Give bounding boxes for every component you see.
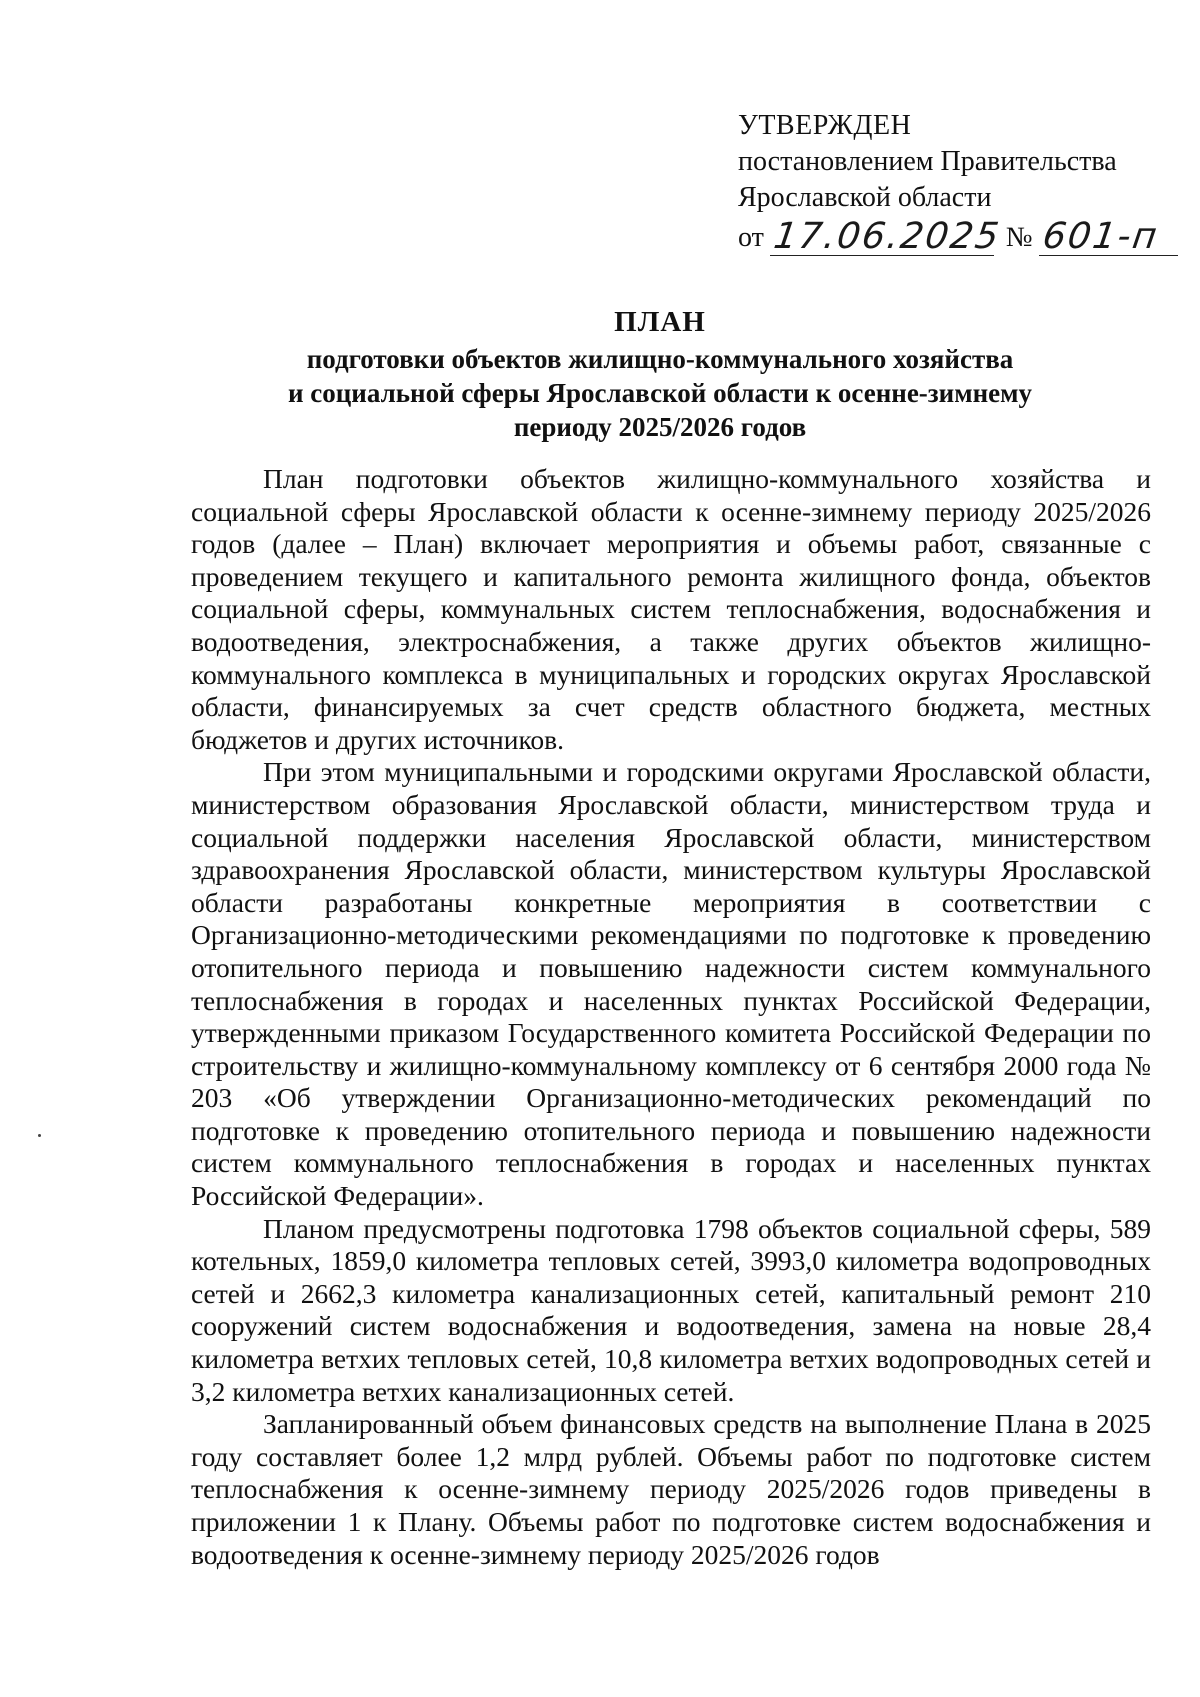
number-field bbox=[1039, 216, 1178, 257]
scan-speck bbox=[38, 1134, 41, 1137]
paragraph-3: Планом предусмотрены подготовка 1798 объектов социальной сферы, 589 котельных, 1859,0 километра тепловых сетей, 3993,0 километра водопроводных сетей и 2662,3 километра канализационных сетей, капитальный ремонт 210 сооружений систем водоснабжения и водоотведения, замена на новые 28,4 километра ветхих тепловых сетей, 10,8 километра ветхих водопроводных сетей и 3,2 километра ветхих канализационных сетей. bbox=[191, 1212, 1151, 1407]
date-field bbox=[770, 216, 1003, 257]
document-body bbox=[191, 463, 1151, 1571]
approved-region-line: Ярославской области bbox=[738, 182, 992, 213]
number-prefix: № bbox=[1005, 222, 1033, 253]
approved-by-line: постановлением Правительства bbox=[738, 146, 1117, 177]
handwritten-number: 601-п bbox=[1039, 216, 1161, 257]
paragraph-4: Запланированный объем финансовых средств на выполнение Плана в 2025 году составляет более 1,2 млрд рублей. Объемы работ по подготовке систем теплоснабжения к осенне-зимнему периоду 2025/2026 годов приведены в приложении 1 к Плану. Объемы работ по подготовке систем водоснабжения и водоотведения к осенне-зимнему периоду 2025/2026 годов bbox=[191, 1408, 1151, 1570]
document-title bbox=[160, 302, 1160, 444]
paragraph-1: План подготовки объектов жилищно-коммунального хозяйства и социальной сферы Ярославской области к осенне-зимнему периоду 2025/2026 годов (далее – План) включает мероприятия и объемы работ, связанные с проведением текущего и капитального ремонта жилищного фонда, объектов социальной сферы, коммунальных систем теплоснабжения, водоснабжения и водоотведения, электроснабжения, а также других объектов жилищно-коммунального комплекса в муниципальных и городских округах Ярославской области, финансируемых за счет средств областного бюджета, местных бюджетов и других источников. bbox=[191, 463, 1151, 755]
title-line-1: подготовки объектов жилищно-коммунального хозяйства bbox=[306, 344, 1014, 374]
approved-heading: УТВЕРЖДЕН bbox=[738, 110, 912, 141]
title-line-3: периоду 2025/2026 годов bbox=[513, 412, 807, 442]
date-prefix: от bbox=[738, 222, 764, 253]
handwritten-date: 17.06.2025 bbox=[771, 216, 1003, 257]
paragraph-2: При этом муниципальными и городскими округами Ярославской области, министерством образования Ярославской области, министерством труда и социальной поддержки населения Ярославской области, министерством здравоохранения Ярославской области, министерством культуры Ярославской области разработаны конкретные мероприятия в соответствии с Организационно-методическими рекомендациями по подготовке к проведению отопительного периода и повышению надежности систем коммунального теплоснабжения в городах и населенных пунктах Российской Федерации, утвержденными приказом Государственного комитета Российской Федерации по строительству и жилищно-коммунальному комплексу от 6 сентября 2000 года № 203 «Об утверждении Организационно-методических рекомендаций по подготовке к проведению отопительного периода и повышению надежности систем коммунального теплоснабжения в городах и населенных пунктах Российской Федерации». bbox=[191, 756, 1151, 1212]
title-main: ПЛАН bbox=[614, 306, 706, 338]
approval-date-number-line bbox=[738, 216, 1178, 256]
approval-stamp bbox=[738, 108, 1178, 256]
title-line-2: и социальной сферы Ярославской области к осенне-зимнему bbox=[287, 378, 1033, 408]
